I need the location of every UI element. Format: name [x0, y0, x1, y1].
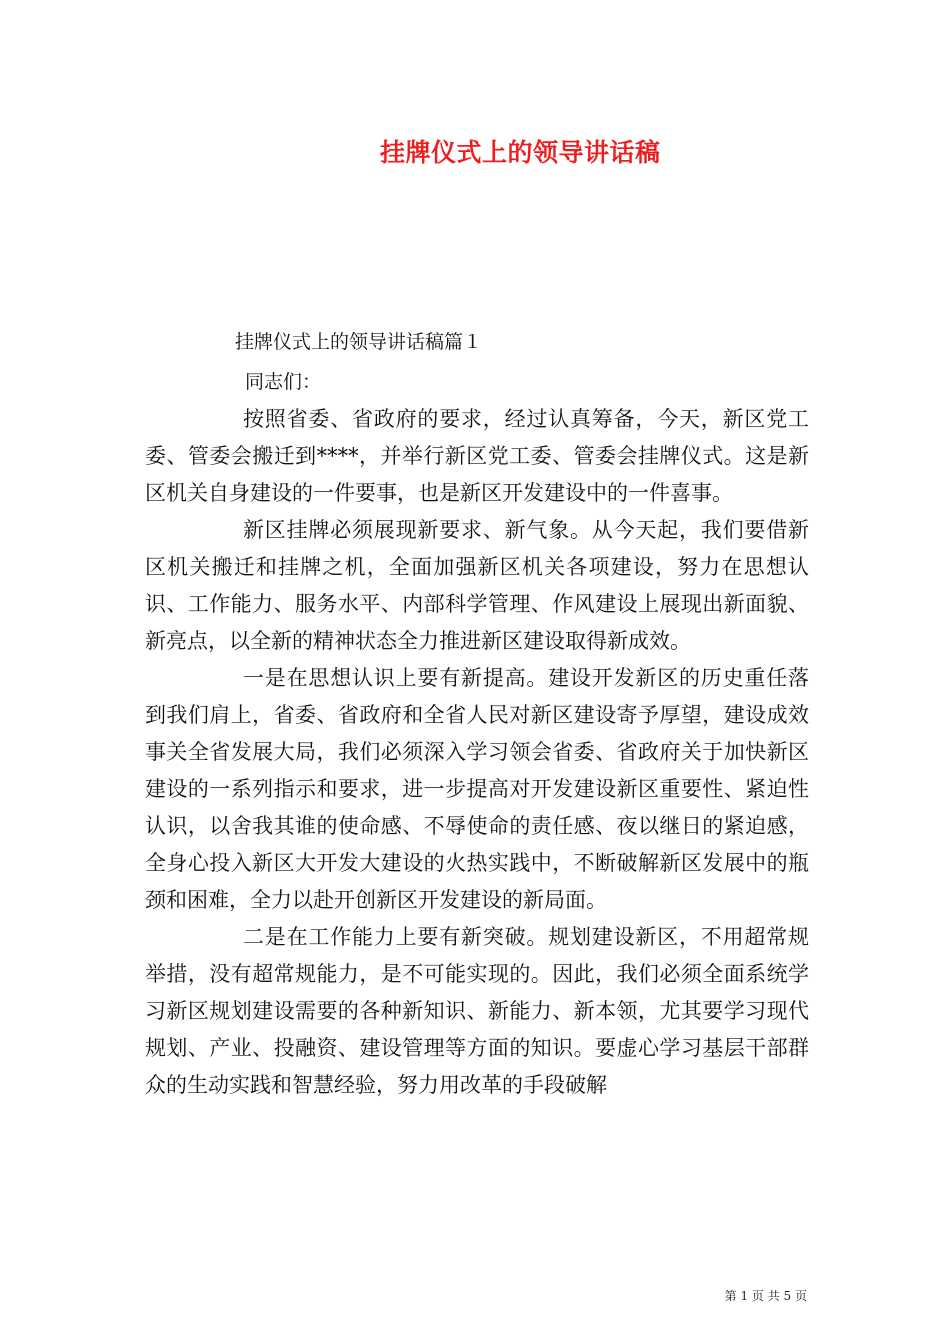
- paragraph: 按照省委、省政府的要求，经过认真筹备，今天，新区党工委、管委会搬迁到****，并举行新区党工委、管委会挂牌仪式。这是新区机关自身建设的一件要事，也是新区开发建设中的一件喜事。: [145, 407, 809, 505]
- salutation: 同志们：: [245, 371, 322, 393]
- page-number: 第 1 页 共 5 页: [724, 1289, 807, 1303]
- paragraph: 一是在思想认识上要有新提高。建设开发新区的历史重任落到我们肩上，省委、省政府和全省人民对新区建设寄予厚望，建设成效事关全省发展大局，我们必须深入学习领会省委、省政府关于加快新区建设的一系列指示和要求，进一步提高对开发建设新区重要性、紧迫性认识，以舍我其谁的使命感、不辱使命的责任感、夜以继日的紧迫感，全身心投入新区大开发大建设的火热实践中，不断破解新区发展中的瓶颈和困难，全力以赴开创新区开发建设的新局面。: [145, 666, 809, 912]
- body-text: [145, 401, 809, 1104]
- paragraph: 二是在工作能力上要有新突破。规划建设新区，不用超常规举措，没有超常规能力，是不可能实现的。因此，我们必须全面系统学习新区规划建设需要的各种新知识、新能力、新本领，尤其要学习现代规划、产业、投融资、建设管理等方面的知识。要虚心学习基层干部群众的生动实践和智慧经验，努力用改革的手段破解: [145, 925, 809, 1097]
- document-subtitle: 挂牌仪式上的领导讲话稿篇１: [235, 331, 483, 353]
- paragraph: 新区挂牌必须展现新要求、新气象。从今天起，我们要借新区机关搬迁和挂牌之机，全面加强新区机关各项建设，努力在思想认识、工作能力、服务水平、内部科学管理、作风建设上展现出新面貌、新亮点，以全新的精神状态全力推进新区建设取得新成效。: [145, 518, 809, 653]
- document-title: 挂牌仪式上的领导讲话稿: [380, 138, 661, 167]
